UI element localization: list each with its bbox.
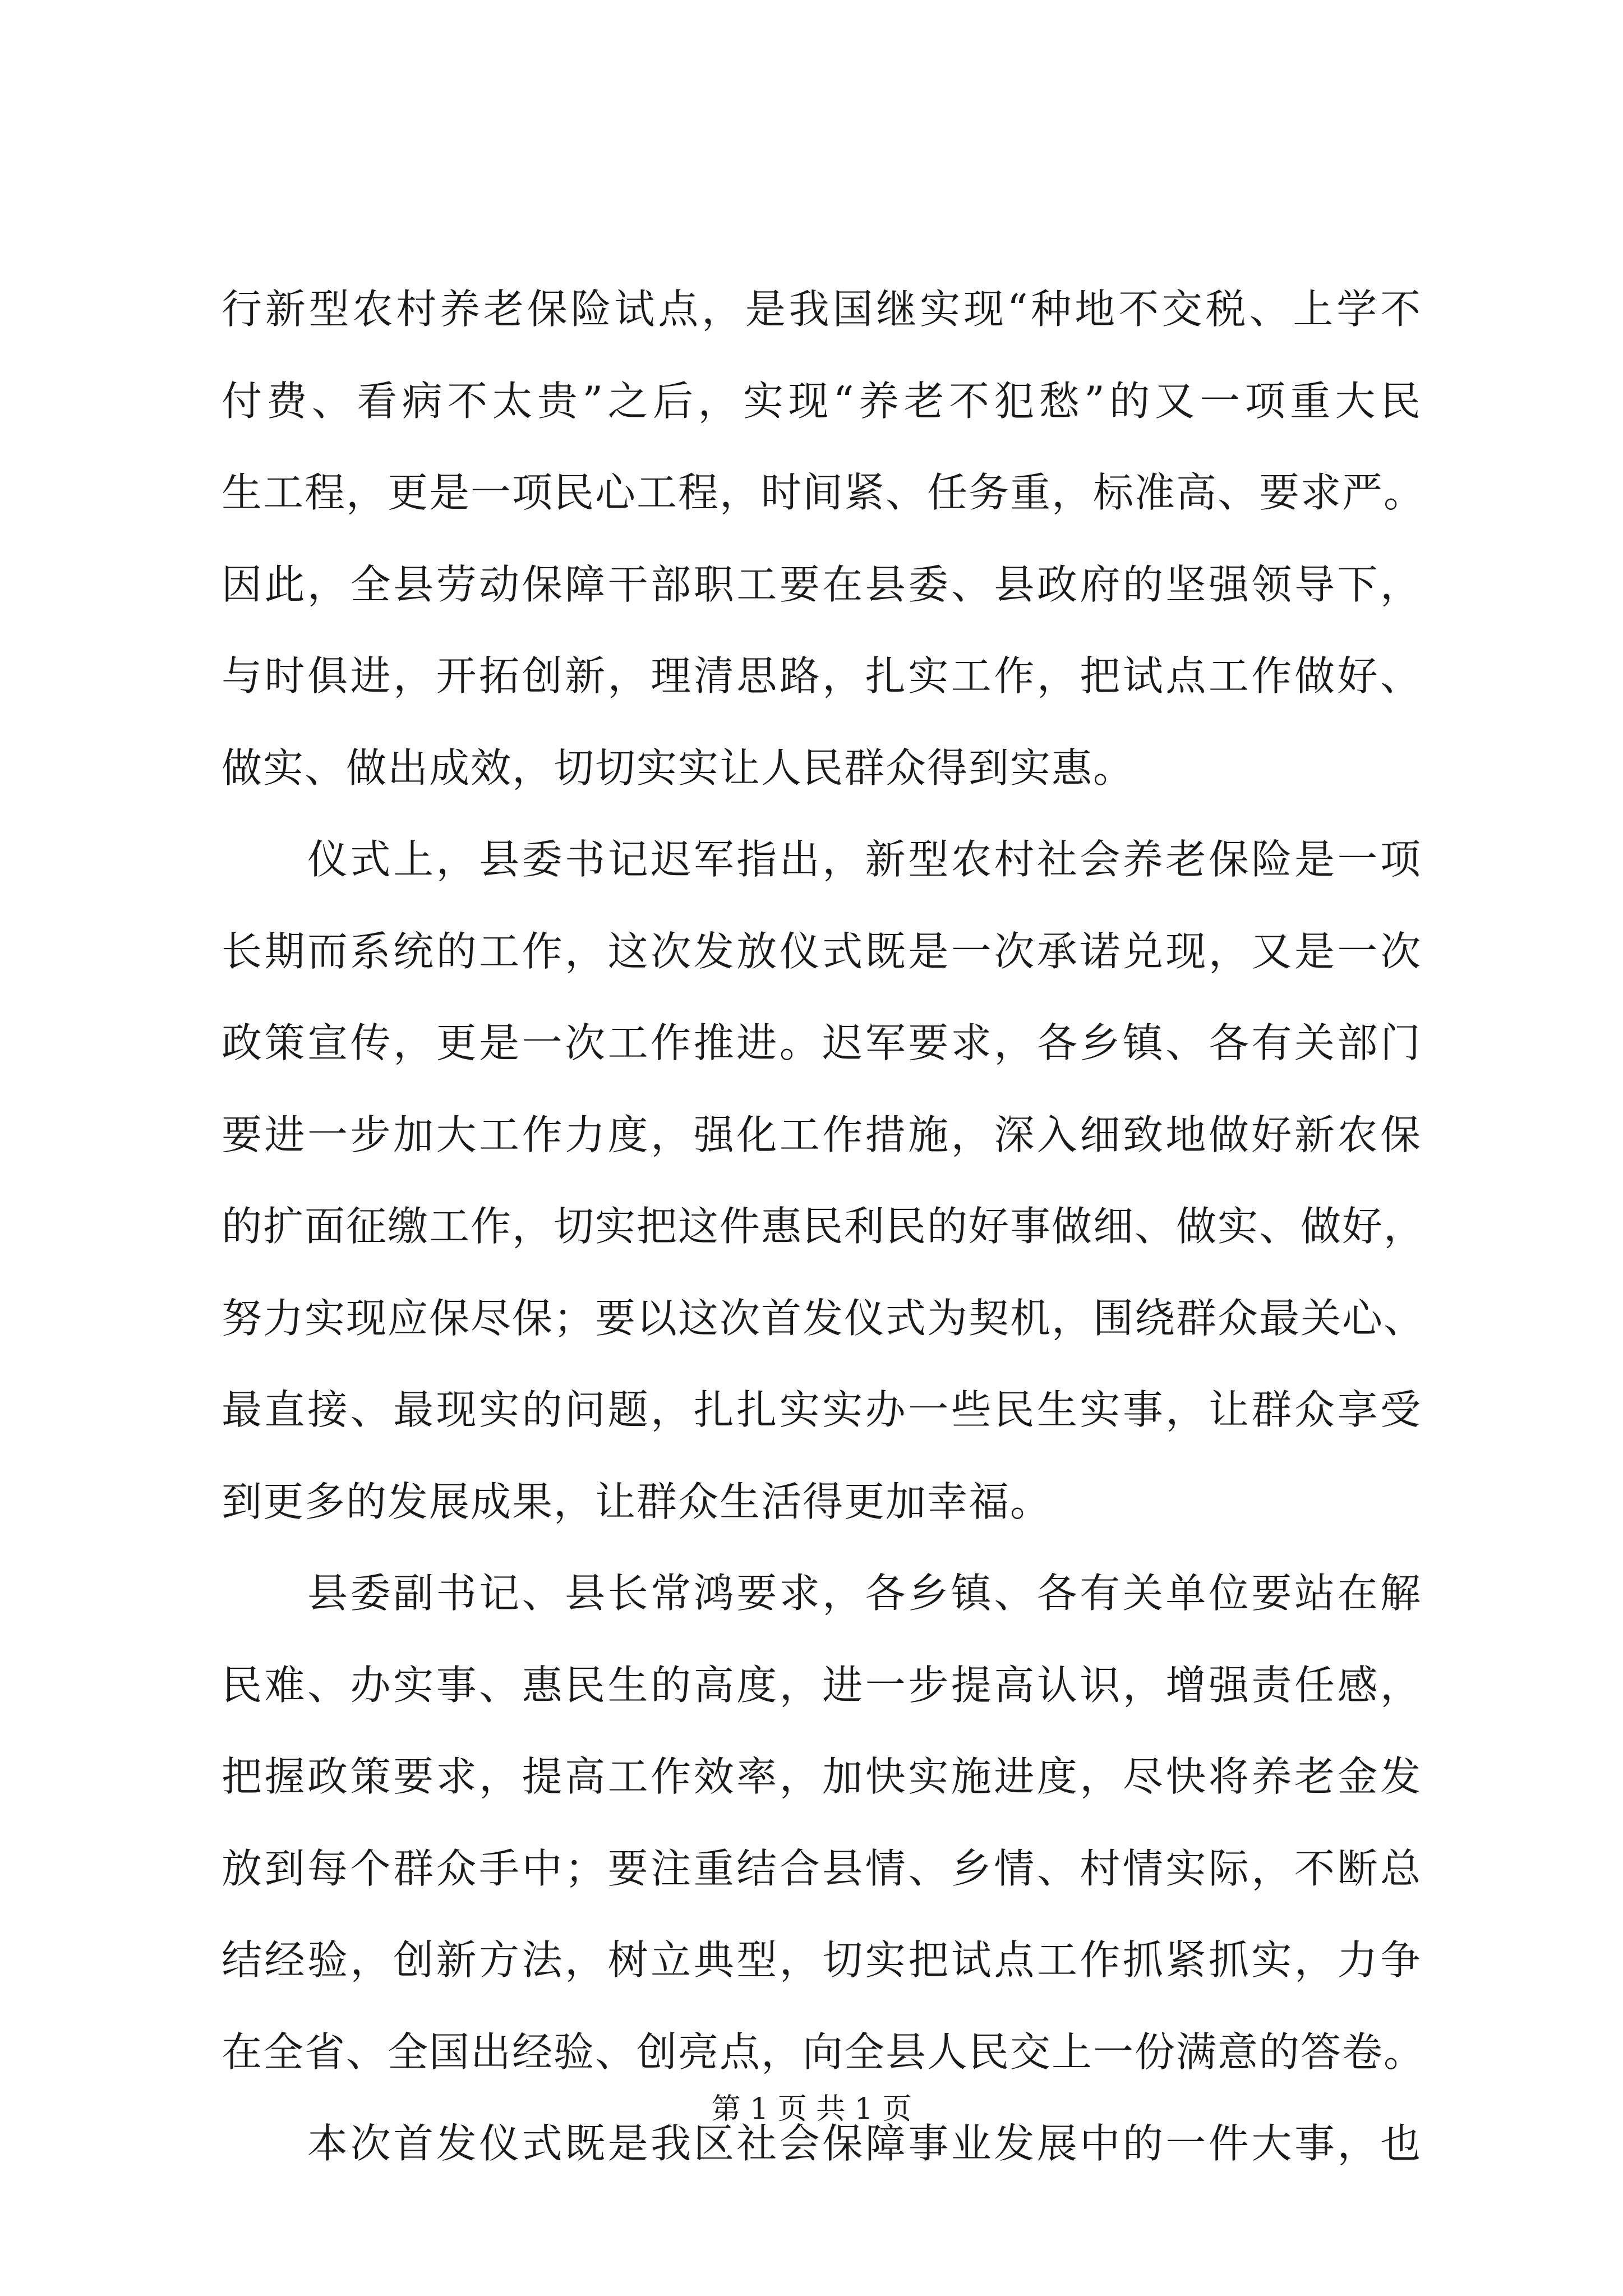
text-line: 结经验，创新方法，树立典型，切实把试点工作抓紧抓实，力争 — [222, 1936, 1422, 1984]
text-line: 因此，全县劳动保障干部职工要在县委、县政府的坚强领导下， — [222, 560, 1422, 608]
text-line: 政策宣传，更是一次工作推进。迟军要求，各乡镇、各有关部门 — [222, 1019, 1422, 1066]
text-line: 与时俱进，开拓创新，理清思路，扎实工作，把试点工作做好、 — [222, 652, 1422, 700]
page-number-label: 第 1 页 共 1 页 — [711, 2092, 912, 2126]
paragraph-1 — [222, 264, 1426, 814]
text-line: 本次首发仪式既是我区社会保障事业发展中的一件大事，也 — [222, 2120, 1422, 2167]
body-text — [222, 264, 1426, 2190]
text-line: 付费、看病不太贵”之后，实现“养老不犯愁”的又一项重大民 — [222, 377, 1422, 425]
text-line: 生工程，更是一项民心工程，时间紧、任务重，标准高、要求严。 — [222, 469, 1426, 516]
text-line: 到更多的发展成果，让群众生活得更加幸福。 — [222, 1478, 1052, 1525]
text-line: 做实、做出成效，切切实实让人民群众得到实惠。 — [222, 744, 1135, 792]
paragraph-2 — [222, 814, 1426, 1548]
text-line: 要进一步加大工作力度，强化工作措施，深入细致地做好新农保 — [222, 1111, 1422, 1158]
text-line: 把握政策要求，提高工作效率，加快实施进度，尽快将养老金发 — [222, 1753, 1422, 1800]
paragraph-3 — [222, 1548, 1426, 2098]
text-line: 在全省、全国出经验、创亮点，向全县人民交上一份满意的答卷。 — [222, 2028, 1426, 2076]
text-line: 放到每个群众手中；要注重结合县情、乡情、村情实际，不断总 — [222, 1844, 1422, 1892]
text-line: 的扩面征缴工作，切实把这件惠民利民的好事做细、做实、做好， — [222, 1203, 1426, 1250]
text-line: 仪式上，县委书记迟军指出，新型农村社会养老保险是一项 — [222, 836, 1422, 883]
text-line: 努力实现应保尽保；要以这次首发仪式为契机，围绕群众最关心、 — [222, 1294, 1426, 1342]
text-line: 长期而系统的工作，这次发放仪式既是一次承诺兑现，又是一次 — [222, 927, 1422, 975]
page-footer — [0, 2092, 1623, 2126]
text-line: 县委副书记、县长常鸿要求，各乡镇、各有关单位要站在解 — [222, 1570, 1422, 1617]
text-line: 最直接、最现实的问题，扎扎实实办一些民生实事，让群众享受 — [222, 1386, 1422, 1433]
text-line: 行新型农村养老保险试点，是我国继实现“种地不交税、上学不 — [222, 286, 1422, 333]
text-line: 民难、办实事、惠民生的高度，进一步提高认识，增强责任感， — [222, 1661, 1422, 1709]
